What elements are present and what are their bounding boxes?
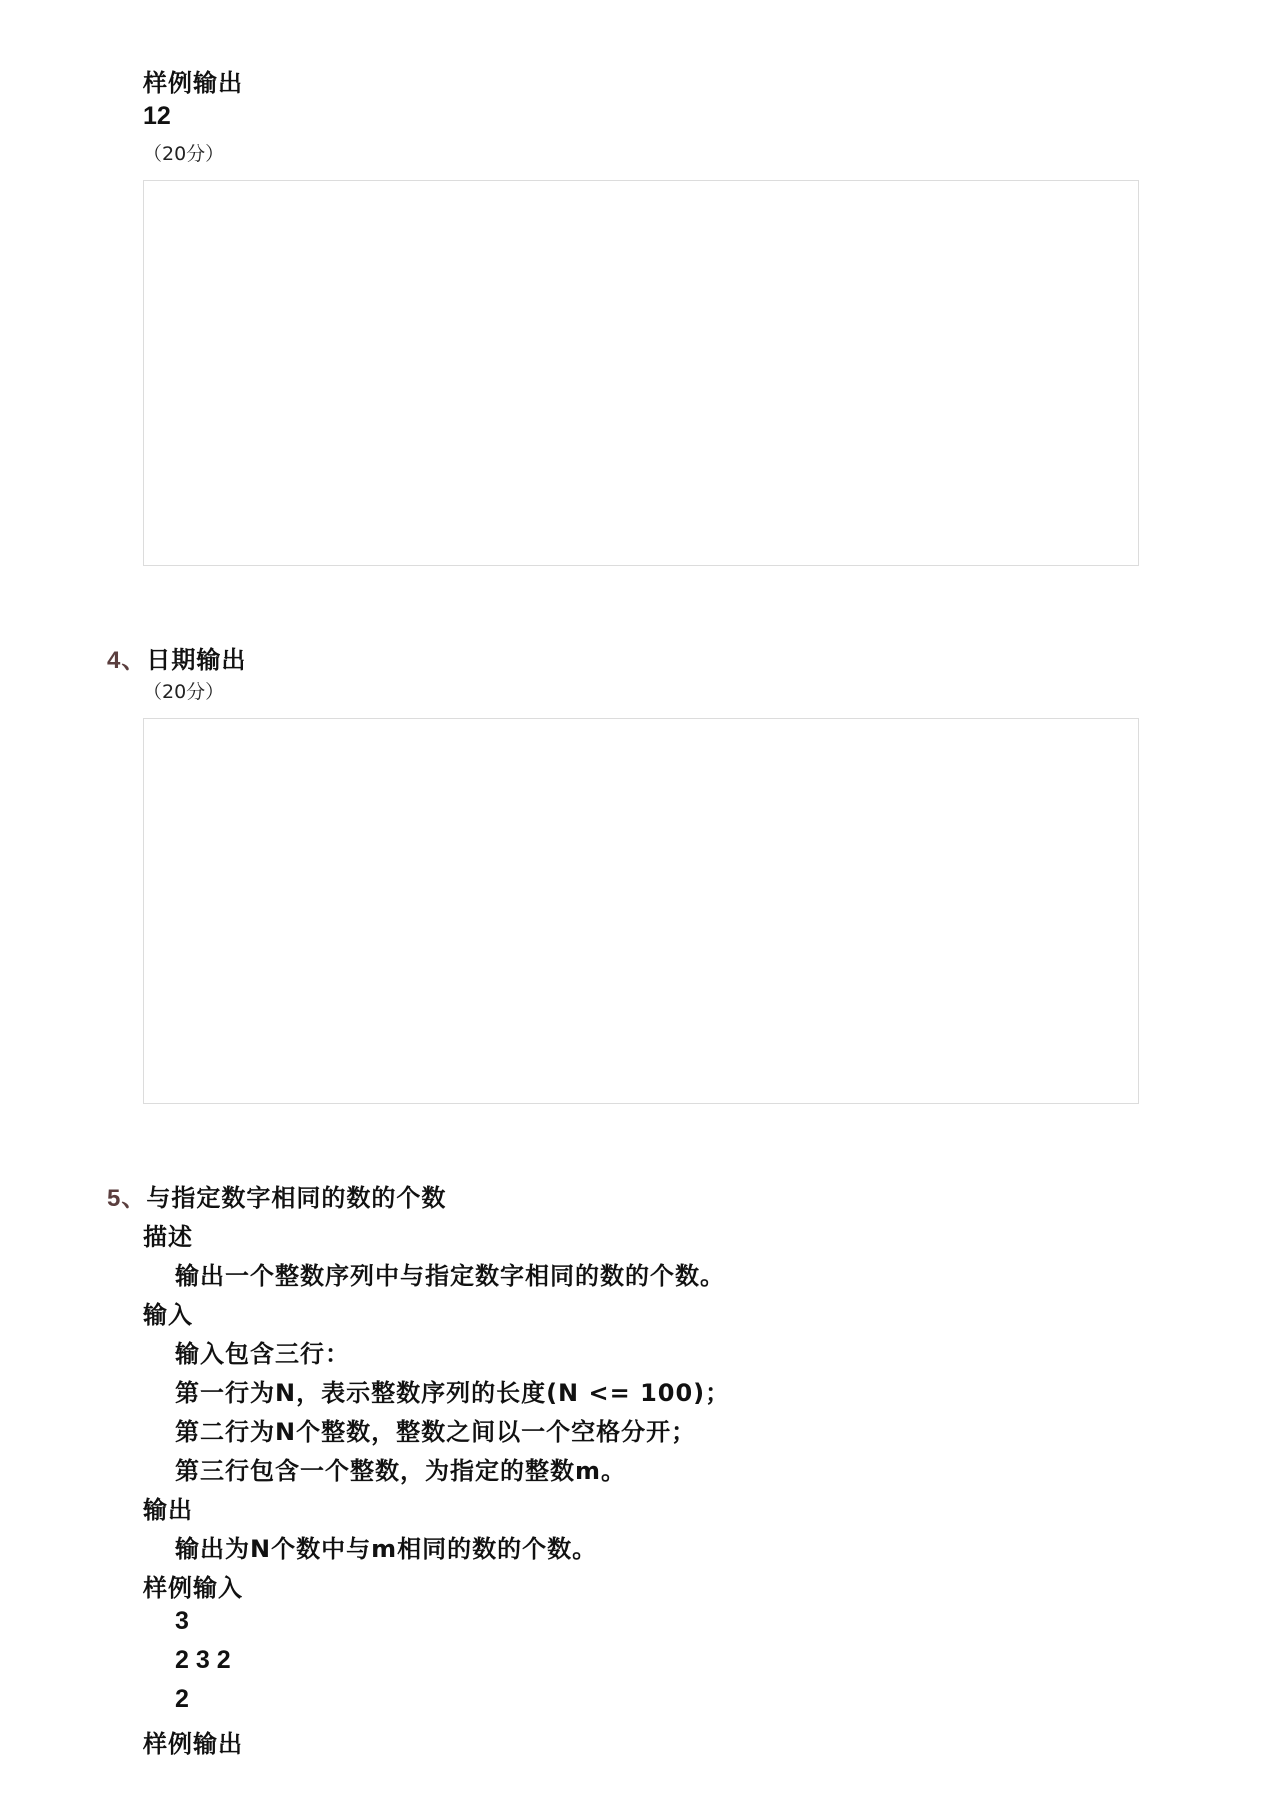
q4-number: 4、	[107, 647, 147, 674]
q5-input-label: 输入	[143, 1301, 193, 1329]
q5-input-line: 输入包含三行：	[175, 1340, 350, 1368]
q4-score: （20分）	[143, 681, 225, 703]
q5-output-label: 输出	[143, 1496, 193, 1524]
q5-input-line: 第三行包含一个整数，为指定的整数m。	[175, 1457, 627, 1485]
q5-sample-input-line: 3	[175, 1607, 189, 1635]
q5-sample-input-label: 样例输入	[143, 1574, 243, 1602]
q5-input-line: 第二行为N个整数，整数之间以一个空格分开；	[175, 1418, 697, 1446]
q4-answer-box[interactable]	[143, 718, 1139, 1104]
q4-title: 日期输出	[146, 646, 247, 674]
q5-sample-output-label: 样例输出	[143, 1730, 243, 1758]
q5-title: 与指定数字相同的数的个数	[146, 1184, 447, 1212]
q4-heading	[107, 640, 246, 675]
q5-input-line: 第一行为N，表示整数序列的长度(N <= 100)；	[175, 1379, 731, 1407]
q5-heading	[107, 1178, 446, 1213]
q5-desc-label: 描述	[143, 1223, 193, 1251]
q3-sample-output-value: 12	[143, 102, 171, 130]
q5-number: 5、	[107, 1185, 147, 1212]
q5-output-text: 输出为N个数中与m相同的数的个数。	[175, 1535, 598, 1563]
q5-sample-input-line: 2	[175, 1685, 189, 1713]
q3-sample-output-label: 样例输出	[143, 69, 243, 97]
q3-score: （20分）	[143, 143, 225, 165]
q3-answer-box[interactable]	[143, 180, 1139, 566]
q5-desc-text: 输出一个整数序列中与指定数字相同的数的个数。	[175, 1262, 725, 1290]
q5-sample-input-line: 2 3 2	[175, 1646, 231, 1674]
